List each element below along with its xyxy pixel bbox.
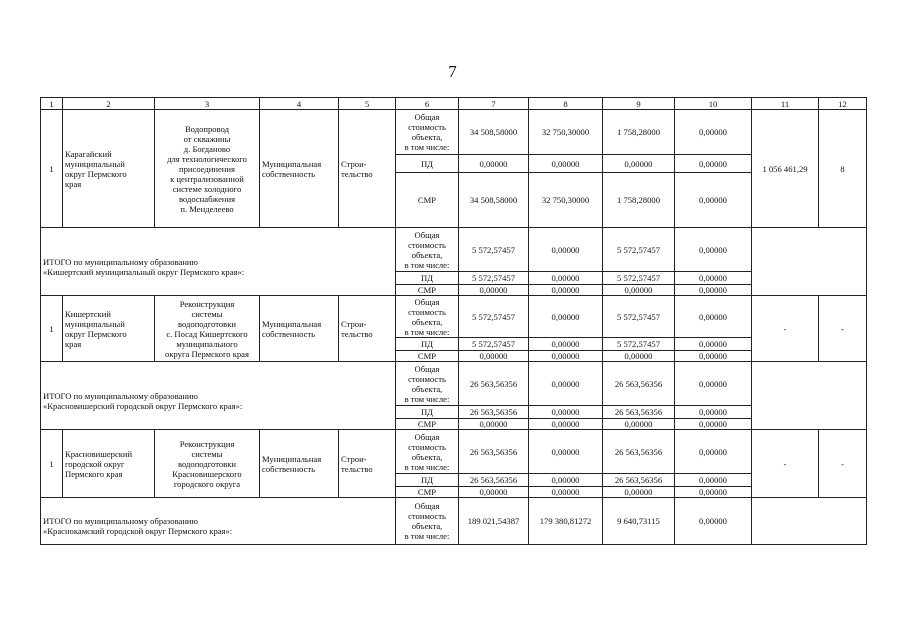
value-c7: 189 021,54387 <box>459 498 529 545</box>
cost-type-general <box>396 228 459 272</box>
value-c10: 0,00000 <box>675 173 752 228</box>
value-c8: 0,00000 <box>529 228 603 272</box>
municipality-line: Красновишерский <box>65 448 133 459</box>
row-number: 1 <box>41 296 63 362</box>
value-c7: 34 508,58000 <box>459 173 529 228</box>
object-name <box>155 296 260 362</box>
value-c8: 0,00000 <box>529 272 603 285</box>
value-c10: 0,00000 <box>675 338 752 351</box>
row-number: 1 <box>41 430 63 498</box>
page-number: 7 <box>448 62 457 81</box>
municipality-line: Карагайский <box>65 148 112 159</box>
object-name-line: д. Богданово <box>183 143 231 154</box>
object-row <box>41 430 867 474</box>
cost-type-general <box>396 362 459 406</box>
value-c8: 0,00000 <box>529 406 603 419</box>
value-c10: 0,00000 <box>675 296 752 338</box>
value-c10: 0,00000 <box>675 228 752 272</box>
object-row <box>41 110 867 155</box>
cost-type-pd: ПД <box>396 155 459 173</box>
municipality <box>63 430 155 498</box>
value-c8: 0,00000 <box>529 155 603 173</box>
municipality-line: муниципальный <box>65 318 125 329</box>
column-header: 12 <box>819 98 867 110</box>
object-name-line: Красновишерского <box>172 468 242 479</box>
value-c10: 0,00000 <box>675 110 752 155</box>
object-name-line: системы <box>191 308 223 319</box>
value-c7: 5 572,57457 <box>459 228 529 272</box>
work-type-line: Строи- <box>341 453 367 464</box>
column-header: 4 <box>260 98 339 110</box>
cost-type-general-line: стоимость <box>408 441 446 452</box>
column-header: 11 <box>752 98 819 110</box>
cost-type-general-line: Общая <box>414 363 440 374</box>
value-c9: 0,00000 <box>603 285 675 296</box>
object-name-line: присоединения <box>179 163 235 174</box>
municipality-line: края <box>65 178 82 189</box>
total-label <box>41 498 396 545</box>
object-name-line: к централизованной <box>170 173 244 184</box>
value-c10: 0,00000 <box>675 419 752 430</box>
value-c8: 0,00000 <box>529 430 603 474</box>
value-c8: 32 750,30000 <box>529 110 603 155</box>
empty-c12 <box>819 498 867 545</box>
ownership-line: Муниципальная <box>262 318 322 329</box>
cost-type-general-line: Общая <box>414 229 440 240</box>
value-c7: 5 572,57457 <box>459 296 529 338</box>
value-c9: 5 572,57457 <box>603 272 675 285</box>
municipality-line: Пермского края <box>65 468 123 479</box>
total-label <box>41 362 396 430</box>
value-c7: 0,00000 <box>459 155 529 173</box>
object-name-line: Водопровод <box>184 123 230 134</box>
value-c10: 0,00000 <box>675 487 752 498</box>
value-c9: 0,00000 <box>603 351 675 362</box>
municipality <box>63 110 155 228</box>
value-c7: 26 563,56356 <box>459 406 529 419</box>
cost-type-general-line: объекта, <box>411 521 443 531</box>
object-name-line: округа Пермского края <box>165 348 249 359</box>
municipality-line: муниципальный <box>65 158 125 169</box>
total-row <box>41 498 867 545</box>
work-type <box>339 430 396 498</box>
value-c10: 0,00000 <box>675 272 752 285</box>
value-c8: 0,00000 <box>529 487 603 498</box>
ownership-line: собственность <box>262 168 316 179</box>
value-c10: 0,00000 <box>675 430 752 474</box>
total-row <box>41 228 867 272</box>
cost-type-general-line: в том числе: <box>404 326 450 337</box>
value-c12: - <box>819 296 867 362</box>
ownership-line: собственность <box>262 463 316 474</box>
value-c7: 26 563,56356 <box>459 430 529 474</box>
investment-table <box>40 97 867 545</box>
object-name <box>155 430 260 498</box>
value-c9: 1 758,28000 <box>603 173 675 228</box>
value-c7: 5 572,57457 <box>459 338 529 351</box>
cost-type-general-line: Общая <box>414 296 440 307</box>
object-name-line: системы <box>191 448 223 459</box>
ownership <box>260 430 339 498</box>
cost-type-general <box>396 498 459 545</box>
empty-c11 <box>752 362 819 430</box>
ownership-line: собственность <box>262 328 316 339</box>
value-c7: 5 572,57457 <box>459 272 529 285</box>
cost-type-general-line: стоимость <box>408 511 446 521</box>
empty-c11 <box>752 228 819 296</box>
value-c9: 1 758,28000 <box>603 110 675 155</box>
empty-c12 <box>819 362 867 430</box>
value-c9: 5 572,57457 <box>603 338 675 351</box>
column-header: 10 <box>675 98 752 110</box>
cost-type-general <box>396 430 459 474</box>
value-c7: 34 508,58000 <box>459 110 529 155</box>
object-name-line: для технологического <box>167 153 247 164</box>
municipality-line: округ Пермского <box>65 168 127 179</box>
object-name-line: системе холодного <box>172 183 242 194</box>
value-c7: 0,00000 <box>459 487 529 498</box>
cost-type-general-line: объекта, <box>411 132 443 142</box>
cost-type-general-line: объекта, <box>411 316 443 327</box>
municipality-line: Кишертский <box>65 308 111 319</box>
value-c10: 0,00000 <box>675 498 752 545</box>
work-type-line: тельство <box>341 463 373 474</box>
column-header: 1 <box>41 98 63 110</box>
value-c7: 26 563,56356 <box>459 362 529 406</box>
cost-type-smr: СМР <box>396 419 459 430</box>
cost-type-pd: ПД <box>396 272 459 285</box>
value-c8: 179 380,81272 <box>529 498 603 545</box>
object-name-line: от скважины <box>183 133 231 144</box>
cost-type-general-line: стоимость <box>408 373 446 384</box>
cost-type-general-line: объекта, <box>411 249 443 260</box>
value-c10: 0,00000 <box>675 362 752 406</box>
value-c9: 0,00000 <box>603 419 675 430</box>
value-c7: 0,00000 <box>459 419 529 430</box>
value-c7: 0,00000 <box>459 351 529 362</box>
cost-type-general-line: стоимость <box>408 306 446 317</box>
work-type-line: тельство <box>341 328 373 339</box>
object-name <box>155 110 260 228</box>
total-row <box>41 362 867 406</box>
value-c9: 9 640,73115 <box>603 498 675 545</box>
value-c7: 0,00000 <box>459 285 529 296</box>
value-c8: 0,00000 <box>529 296 603 338</box>
value-c10: 0,00000 <box>675 474 752 487</box>
value-c9: 5 572,57457 <box>603 296 675 338</box>
value-c12: - <box>819 430 867 498</box>
column-header: 8 <box>529 98 603 110</box>
cost-type-smr: СМР <box>396 285 459 296</box>
value-c10: 0,00000 <box>675 406 752 419</box>
cost-type-pd: ПД <box>396 338 459 351</box>
value-c11: - <box>752 430 819 498</box>
value-c10: 0,00000 <box>675 285 752 296</box>
cost-type-general-line: в том числе: <box>404 259 450 270</box>
empty-c11 <box>752 498 819 545</box>
object-name-line: п. Менделеево <box>180 203 234 214</box>
cost-type-general-line: объекта, <box>411 451 443 462</box>
object-row <box>41 296 867 338</box>
object-name-line: Реконструкция <box>179 438 235 449</box>
cost-type-smr: СМР <box>396 173 459 228</box>
municipality-line: городской округ <box>65 458 125 469</box>
cost-type-general-line: в том числе: <box>404 393 450 404</box>
cost-type-smr: СМР <box>396 351 459 362</box>
row-number: 1 <box>41 110 63 228</box>
total-label-line: ИТОГО по муниципальному образованию <box>43 390 198 401</box>
cost-type-general-line: стоимость <box>408 122 446 132</box>
value-c11: - <box>752 296 819 362</box>
cost-type-general-line: в том числе: <box>404 142 450 152</box>
cost-type-general-line: стоимость <box>408 239 446 250</box>
municipality <box>63 296 155 362</box>
total-label-line: «Краснокамский городской округ Пермского края»: <box>43 526 233 536</box>
value-c9: 0,00000 <box>603 487 675 498</box>
value-c11: 1 056 461,29 <box>752 110 819 228</box>
value-c8: 0,00000 <box>529 338 603 351</box>
cost-type-general <box>396 296 459 338</box>
value-c8: 32 750,30000 <box>529 173 603 228</box>
value-c8: 0,00000 <box>529 362 603 406</box>
column-header: 3 <box>155 98 260 110</box>
header-row <box>41 98 867 110</box>
column-header: 7 <box>459 98 529 110</box>
cost-type-general-line: Общая <box>414 431 440 442</box>
total-label-line: «Кишертский муниципальный округ Пермского края»: <box>43 266 245 277</box>
work-type <box>339 296 396 362</box>
value-c9: 26 563,56356 <box>603 406 675 419</box>
work-type-line: Строи- <box>341 158 367 169</box>
object-name-line: водоподготовки <box>177 458 236 469</box>
value-c9: 26 563,56356 <box>603 430 675 474</box>
municipality-line: округ Пермского <box>65 328 127 339</box>
column-header: 2 <box>63 98 155 110</box>
object-name-line: Реконструкция <box>179 298 235 309</box>
value-c8: 0,00000 <box>529 474 603 487</box>
value-c7: 26 563,56356 <box>459 474 529 487</box>
object-name-line: водоподготовки <box>177 318 236 329</box>
work-type-line: Строи- <box>341 318 367 329</box>
column-header: 5 <box>339 98 396 110</box>
cost-type-general-line: объекта, <box>411 383 443 394</box>
value-c10: 0,00000 <box>675 351 752 362</box>
cost-type-general-line: Общая <box>414 112 440 122</box>
municipality-line: края <box>65 338 82 349</box>
work-type <box>339 110 396 228</box>
work-type-line: тельство <box>341 168 373 179</box>
total-label-line: ИТОГО по муниципальному образованию <box>43 256 198 267</box>
cost-type-pd: ПД <box>396 474 459 487</box>
cost-type-general-line: Общая <box>414 501 440 511</box>
column-header: 6 <box>396 98 459 110</box>
object-name-line: городского округа <box>173 478 241 489</box>
column-header: 9 <box>603 98 675 110</box>
ownership-line: Муниципальная <box>262 453 322 464</box>
value-c9: 0,00000 <box>603 155 675 173</box>
ownership <box>260 110 339 228</box>
ownership <box>260 296 339 362</box>
total-label-line: ИТОГО по муниципальному образованию <box>43 516 198 526</box>
value-c9: 5 572,57457 <box>603 228 675 272</box>
value-c12: 8 <box>819 110 867 228</box>
total-label-line: «Красновишерский городской округ Пермского края»: <box>43 400 243 411</box>
object-name-line: муниципального <box>176 338 238 349</box>
value-c9: 26 563,56356 <box>603 474 675 487</box>
object-name-line: водоснабжения <box>178 193 236 204</box>
cost-type-pd: ПД <box>396 406 459 419</box>
total-label <box>41 228 396 296</box>
value-c9: 26 563,56356 <box>603 362 675 406</box>
cost-type-general-line: в том числе: <box>404 531 450 541</box>
value-c10: 0,00000 <box>675 155 752 173</box>
object-name-line: с. Посад Кишертского <box>166 328 248 339</box>
value-c8: 0,00000 <box>529 419 603 430</box>
cost-type-smr: СМР <box>396 487 459 498</box>
value-c8: 0,00000 <box>529 351 603 362</box>
cost-type-general-line: в том числе: <box>404 461 450 472</box>
value-c8: 0,00000 <box>529 285 603 296</box>
cost-type-general <box>396 110 459 155</box>
empty-c12 <box>819 228 867 296</box>
ownership-line: Муниципальная <box>262 158 322 169</box>
